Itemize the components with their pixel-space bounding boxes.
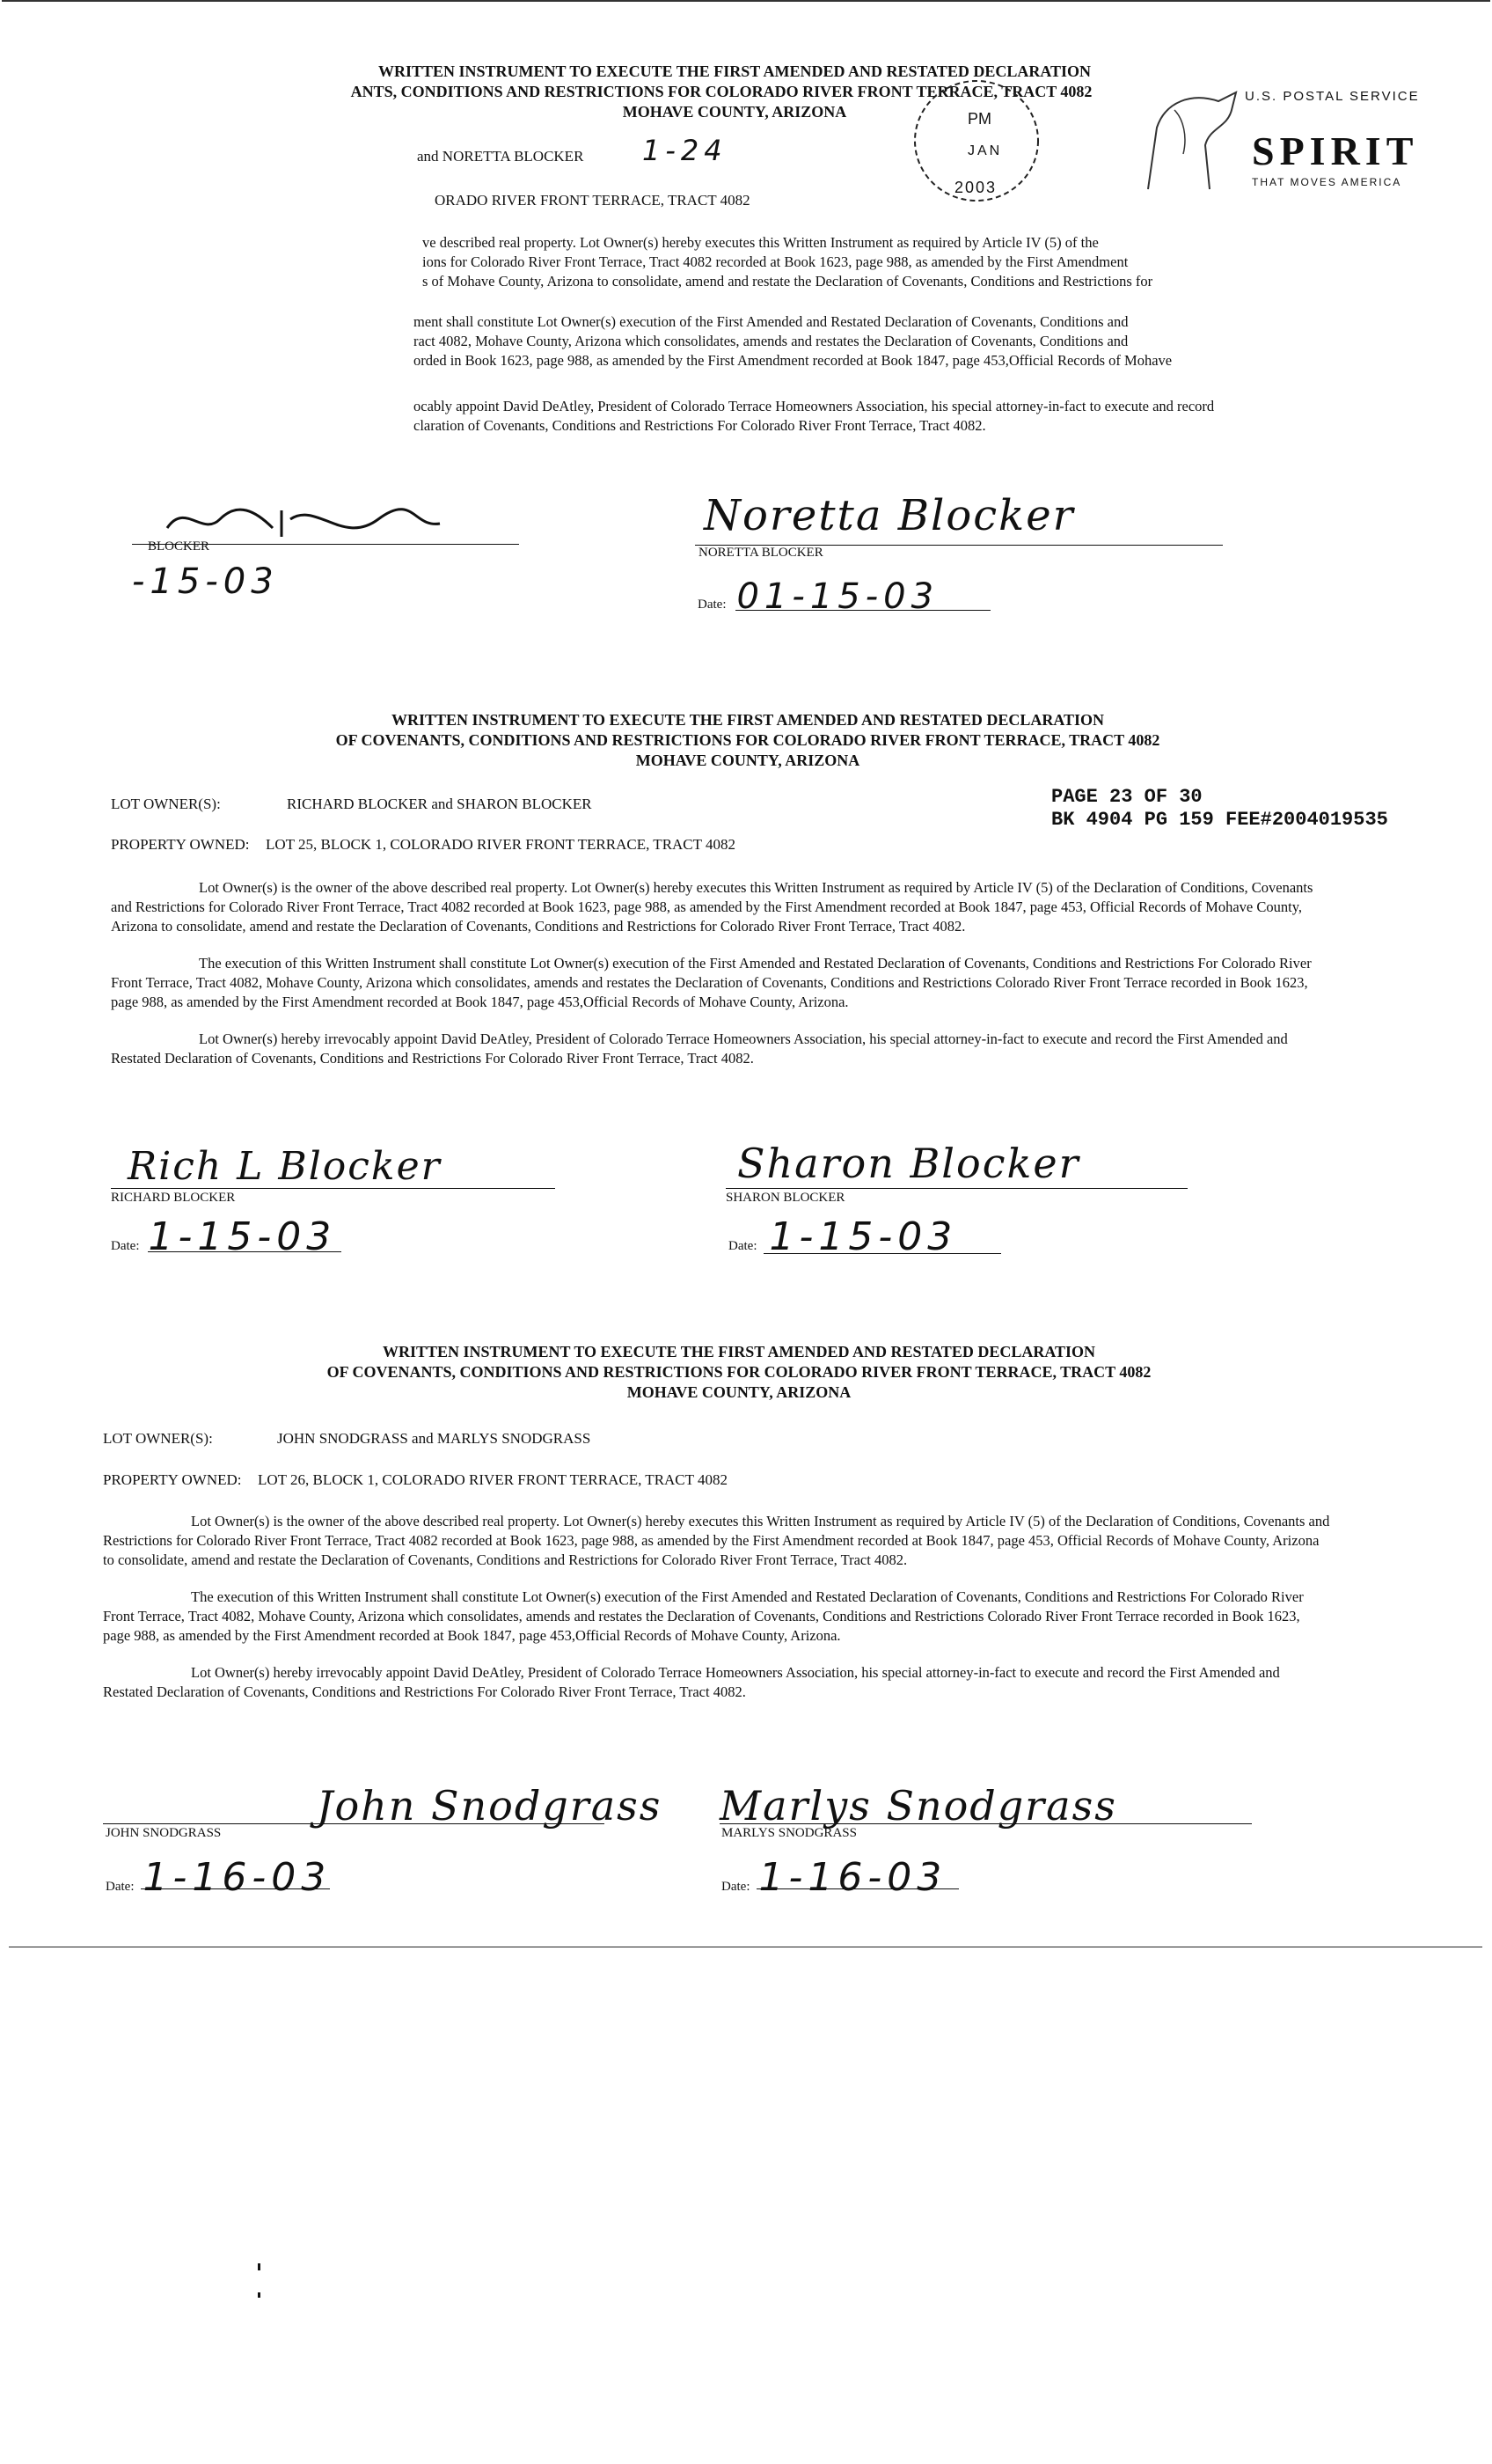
section2-property: LOT 25, BLOCK 1, COLORADO RIVER FRONT TERRACE, TRACT 4082 [266, 836, 735, 853]
date-label: Date: [728, 1239, 757, 1253]
section3-right-signature-line [720, 1823, 1252, 1824]
section3-body [103, 1512, 1330, 1720]
section2-left-signature-line [111, 1188, 555, 1189]
section2-right-name: SHARON BLOCKER [726, 1191, 845, 1205]
date-value: 1-15-03 [769, 1214, 958, 1259]
postmark [893, 75, 1060, 207]
section1-line: ve described real property. Lot Owner(s) hereby executes this Written Instrument as required by Article IV (5) of the [422, 234, 1099, 251]
section3-left-name: JOHN SNODGRASS [106, 1826, 222, 1840]
section1-title-line: WRITTEN INSTRUMENT TO EXECUTE THE FIRST AMENDED AND RESTATED DECLARATION [377, 62, 1092, 80]
section3-paragraph-1: Lot Owner(s) is the owner of the above described real property. Lot Owner(s) hereby executes this Written Instrument as required by Article IV (5) of the Declaration of Conditions, Covenants and Restrictions for Colorado River Front Terrace, Tract 4082 recorded at Book 1623, page 988, as amended by the First Amendment recorded at Book 1847, page 453, Official Records of Mohave County, Arizona to consolidate, amend and restate the Declaration of Covenants, Conditions and Restrictions for Colorado River Front Terrace, Tract 4082. [103, 1513, 1330, 1568]
section2-paragraph-1: Lot Owner(s) is the owner of the above described real property. Lot Owner(s) hereby executes this Written Instrument as required by Article IV (5) of the Declaration of Conditions, Covenants and Restrictions for Colorado River Front Terrace, Tract 4082 recorded at Book 1623, page 988, as amended by the First Amendment recorded at Book 1847, page 453, Official Records of Mohave County, Arizona to consolidate, amend and restate the Declaration of Covenants, Conditions and Restrictions for Colorado River Front Terrace, Tract 4082. [111, 879, 1313, 935]
recording-page: PAGE 23 OF 30 [1051, 786, 1203, 808]
section2-title-line: OF COVENANTS, CONDITIONS AND RESTRICTIONS FOR COLORADO RIVER FRONT TERRACE, TRACT 4082 [335, 731, 1160, 749]
section1-line: ment shall constitute Lot Owner(s) execution of the First Amended and Restated Declaration of Covenants, Conditions and [413, 313, 1129, 330]
section3-property: LOT 26, BLOCK 1, COLORADO RIVER FRONT TERRACE, TRACT 4082 [258, 1471, 728, 1488]
section3-left-signature: John Snodgrass [317, 1782, 662, 1830]
section3-title [255, 1342, 1223, 1403]
section1-right-name: NORETTA BLOCKER [698, 546, 823, 560]
section2-right-signature: Sharon Blocker [737, 1140, 1080, 1187]
section2-paragraph-3: Lot Owner(s) hereby irrevocably appoint David DeAtley, President of Colorado Terrace Homeowners Association, his special attorney-in-fact to execute and record the First Amended and Restated Declaration of Covenants, Conditions and Restrictions For Colorado River Front Terrace, Tract 4082. [111, 1030, 1288, 1067]
scan-mark [258, 2292, 260, 2298]
section1-owners: and NORETTA BLOCKER [417, 148, 584, 165]
section1-left-name: BLOCKER [148, 539, 210, 554]
section2-left-name: RICHARD BLOCKER [111, 1191, 236, 1205]
section1-line: s of Mohave County, Arizona to consolidate, amend and restate the Declaration of Covenants, Conditions and Restrictions for [422, 273, 1153, 290]
section1-left-date: -15-03 [132, 561, 279, 602]
section3-right-date-line [757, 1888, 959, 1889]
recording-book: BK 4904 PG 159 FEE#2004019535 [1051, 809, 1388, 831]
section3-title-line: OF COVENANTS, CONDITIONS AND RESTRICTIONS FOR COLORADO RIVER FRONT TERRACE, TRACT 4082 [326, 1363, 1152, 1381]
section3-owners: JOHN SNODGRASS and MARLYS SNODGRASS [277, 1430, 591, 1447]
postage-stamp [1122, 75, 1474, 198]
section2-title-line: MOHAVE COUNTY, ARIZONA [635, 752, 860, 769]
section2-title-line: WRITTEN INSTRUMENT TO EXECUTE THE FIRST AMENDED AND RESTATED DECLARATION [391, 711, 1105, 729]
section3-left-signature-line [103, 1823, 604, 1824]
section1-right-date [698, 576, 939, 617]
section1-line: orded in Book 1623, page 988, as amended by the First Amendment recorded at Book 1847, page 453,Official Records of Mohave [413, 352, 1173, 369]
horse-icon [1122, 75, 1245, 198]
date-value: 1-16-03 [758, 1855, 947, 1900]
date-value: 1-15-03 [148, 1214, 337, 1259]
date-label: Date: [106, 1880, 135, 1894]
date-value: 01-15-03 [736, 576, 940, 617]
section2-property-label: PROPERTY OWNED: [111, 836, 250, 853]
section2-owners: RICHARD BLOCKER and SHARON BLOCKER [287, 796, 592, 812]
top-edge-line [2, 0, 1490, 2]
section3-right-date [721, 1855, 947, 1900]
section2-left-date-line [148, 1251, 341, 1252]
section3-property-label: PROPERTY OWNED: [103, 1471, 242, 1488]
date-label: Date: [721, 1880, 750, 1894]
date-label: Date: [698, 598, 727, 612]
section1-line: ocably appoint David DeAtley, President of Colorado Terrace Homeowners Association, his special attorney-in-fact to execute and record [413, 398, 1215, 414]
section2-right-signature-line [726, 1188, 1188, 1189]
section2-left-signature: Rich L Blocker [128, 1144, 442, 1189]
stamp-brand: SPIRIT [1252, 128, 1419, 173]
section3-right-name: MARLYS SNODGRASS [721, 1826, 857, 1840]
section3-paragraph-2: The execution of this Written Instrument shall constitute Lot Owner(s) execution of the First Amended and Restated Declaration of Covenants, Conditions and Restrictions For Colorado River Front Terrace, Tract 4082, Mohave County, Arizona which consolidates, amends and restates the Declaration of Covenants, Conditions and Restrictions Colorado River Front Terrace recorded in Book 1623, page 988, as amended by the First Amendment recorded at Book 1847, page 453,Official Records of Mohave County, Arizona. [103, 1588, 1304, 1644]
section2-owners-label: LOT OWNER(S): [111, 796, 221, 812]
postal-service-label: U.S. POSTAL SERVICE [1245, 89, 1420, 104]
section3-owners-label: LOT OWNER(S): [103, 1430, 213, 1447]
section2-body [111, 878, 1334, 1086]
stamp-tagline: THAT MOVES AMERICA [1252, 176, 1402, 188]
section1-handwritten-lot: 1-24 [642, 134, 728, 167]
postmark-month: JAN [968, 143, 1003, 158]
section2-title [264, 710, 1232, 771]
section1-line: claration of Covenants, Conditions and Restrictions For Colorado River Front Terrace, Tract 4082. [413, 417, 986, 434]
section1-title-line: ANTS, CONDITIONS AND RESTRICTIONS FOR COLORADO RIVER FRONT TERRACE, TRACT 4082 [350, 83, 1093, 100]
recording-stamp [1051, 786, 1388, 832]
section1-title-line: MOHAVE COUNTY, ARIZONA [622, 103, 847, 121]
date-value: 1-16-03 [143, 1855, 332, 1900]
date-label: Date: [111, 1239, 140, 1253]
section3-left-date-line [141, 1888, 330, 1889]
section1-right-date-line [735, 610, 991, 611]
section2-paragraph-2: The execution of this Written Instrument shall constitute Lot Owner(s) execution of the First Amended and Restated Declaration of Covenants, Conditions and Restrictions For Colorado River Front Terrace, Tract 4082, Mohave County, Arizona which consolidates, amends and restates the Declaration of Covenants, Conditions and Restrictions Colorado River Front Terrace recorded in Book 1623, page 988, as amended by the First Amendment recorded at Book 1847, page 453,Official Records of Mohave County, Arizona. [111, 955, 1312, 1010]
section3-right-signature: Marlys Snodgrass [720, 1782, 1117, 1830]
section3-title-line: WRITTEN INSTRUMENT TO EXECUTE THE FIRST AMENDED AND RESTATED DECLARATION [382, 1343, 1096, 1360]
section2-left-date [111, 1214, 336, 1259]
signature-mark [150, 493, 466, 546]
postmark-year: 2003 [954, 179, 998, 196]
section1-right-signature: Noretta Blocker [704, 491, 1075, 540]
section3-paragraph-3: Lot Owner(s) hereby irrevocably appoint David DeAtley, President of Colorado Terrace Homeowners Association, his special attorney-in-fact to execute and record the First Amended and Restated Declaration of Covenants, Conditions and Restrictions For Colorado River Front Terrace, Tract 4082. [103, 1664, 1280, 1700]
section1-paragraph [413, 233, 1346, 436]
section1-line: ract 4082, Mohave County, Arizona which consolidates, amends and restates the Declaration of Covenants, Conditions and [413, 333, 1129, 349]
section3-left-date [106, 1855, 331, 1900]
scan-mark [258, 2263, 260, 2270]
section2-right-date-line [764, 1253, 1001, 1254]
section1-left-signature [150, 493, 466, 546]
section1-property: ORADO RIVER FRONT TERRACE, TRACT 4082 [435, 192, 750, 209]
section3-title-line: MOHAVE COUNTY, ARIZONA [626, 1383, 852, 1401]
postmark-time: PM [968, 110, 991, 128]
section1-line: ions for Colorado River Front Terrace, Tract 4082 recorded at Book 1623, page 988, as amended by the First Amendment [422, 253, 1129, 270]
